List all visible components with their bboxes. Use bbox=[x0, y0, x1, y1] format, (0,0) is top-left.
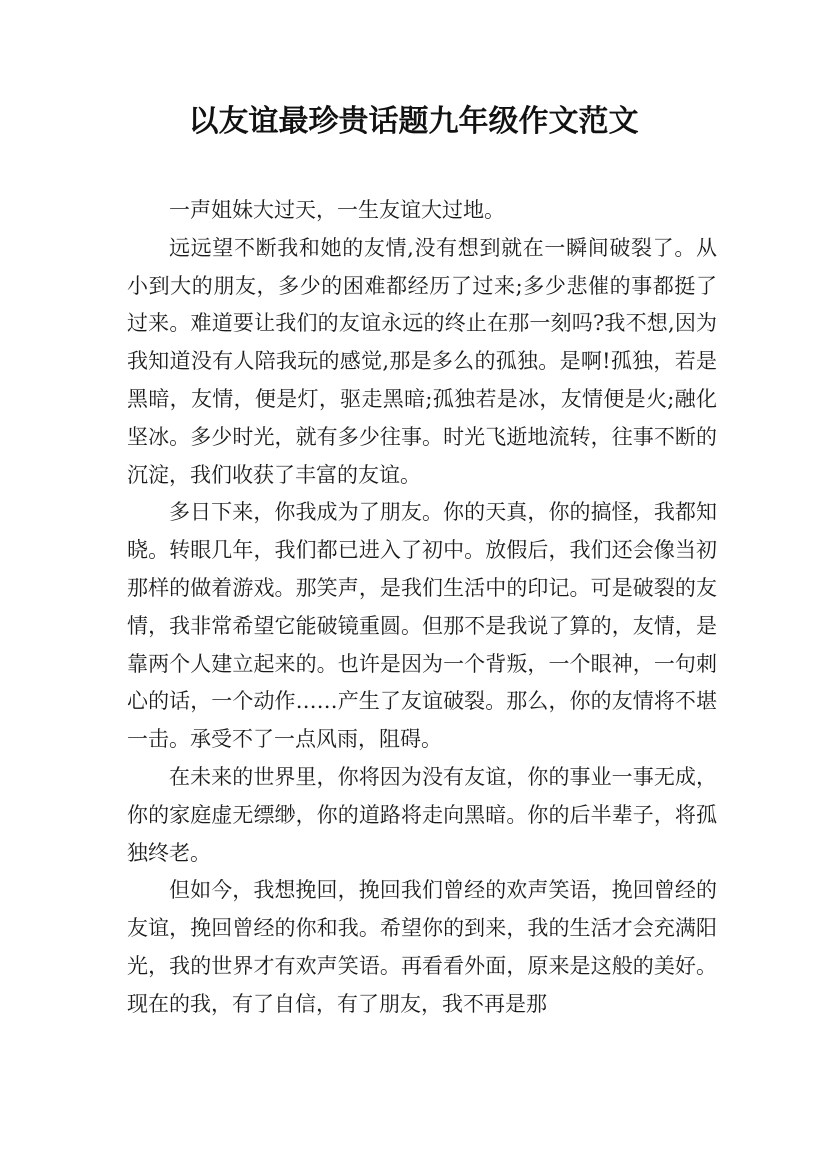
paragraph: 远远望不断我和她的友情,没有想到就在一瞬间破裂了。从小到大的朋友，多少的困难都经历了过来;多少悲催的事都挺了过来。难道要让我们的友谊永远的终止在那一刻吗?我不想,因为我知道没有人陪我玩的感觉,那是多么的孤独。是啊!孤独，若是黑暗，友情，便是灯，驱走黑暗;孤独若是冰，友情便是火;融化坚冰。多少时光，就有多少往事。时光飞逝地流转，往事不断的沉淀，我们收获了丰富的友谊。 bbox=[127, 235, 717, 487]
paragraph: 但如今，我想挽回，挽回我们曾经的欢声笑语，挽回曾经的友谊，挽回曾经的你和我。希望你的到来，我的生活才会充满阳光，我的世界才有欢声笑语。再看看外面，原来是这般的美好。现在的我，有了自信，有了朋友，我不再是那 bbox=[127, 878, 717, 1016]
document-title: 以友谊最珍贵话题九年级作文范文 bbox=[188, 104, 639, 139]
paragraph: 多日下来，你我成为了朋友。你的天真，你的搞怪，我都知晓。转眼几年，我们都已进入了初中。放假后，我们还会像当初那样的做着游戏。那笑声，是我们生活中的印记。可是破裂的友情，我非常希望它能破镜重圆。但那不是我说了算的，友情，是靠两个人建立起来的。也许是因为一个背叛，一个眼神，一句刺心的话，一个动作……产生了友谊破裂。那么，你的友情将不堪一击。承受不了一点风雨，阻碍。 bbox=[127, 500, 717, 752]
document-body bbox=[127, 192, 717, 1024]
paragraph: 在未来的世界里，你将因为没有友谊，你的事业一事无成，你的家庭虚无缥缈，你的道路将走向黑暗。你的后半辈子，将孤独终老。 bbox=[127, 764, 717, 865]
paragraph: 一声姐妹大过天，一生友谊大过地。 bbox=[169, 198, 505, 222]
